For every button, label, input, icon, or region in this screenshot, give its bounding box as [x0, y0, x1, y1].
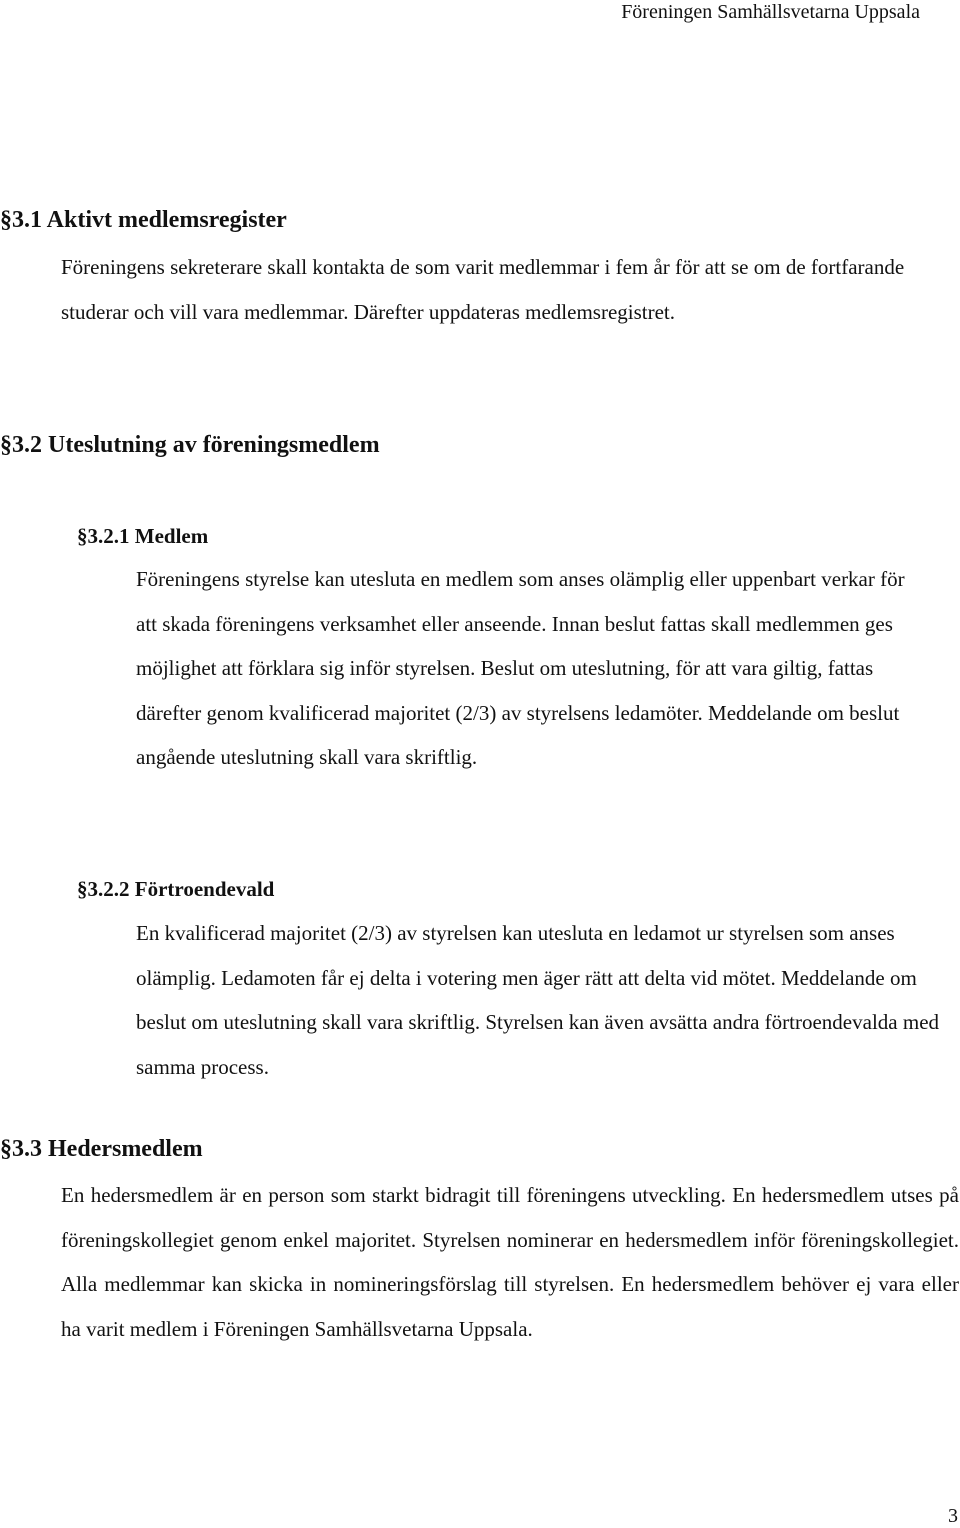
page-header: Föreningen Samhällsvetarna Uppsala — [621, 1, 920, 23]
section-heading-3-2-2: §3.2.2 Förtroendevald — [77, 877, 275, 901]
section-heading-3-2: §3.2 Uteslutning av föreningsmedlem — [0, 432, 380, 458]
section-heading-3-1: §3.1 Aktivt medlemsregister — [0, 207, 287, 233]
section-heading-3-2-1: §3.2.1 Medlem — [77, 524, 209, 548]
section-text-3-3: En hedersmedlem är en person som starkt bidragit till föreningens utveckling. En hedersmedlem utses på föreningskollegiet genom enkel majoritet. Styrelsen nominerar en hedersmedlem inför föreningskollegiet. Alla medlemmar kan skicka in nomineringsförslag till styrelsen. En hedersmedlem behöver ej vara eller ha varit medlem i Föreningen Samhällsvetarna Uppsala. — [61, 1183, 959, 1341]
section-heading-3-3: §3.3 Hedersmedlem — [0, 1136, 203, 1162]
section-text-3-2-1: Föreningens styrelse kan utesluta en medlem som anses olämplig eller uppenbart verkar för att skada föreningens verksamhet eller anseende. Innan beslut fattas skall medlemmen ges möjlighet att förklara sig inför styrelsen. Beslut om uteslutning, för att vara giltig, fattas därefter genom kvalificerad majoritet (2/3) av styrelsens ledamöter. Meddelande om beslut angående uteslutning skall vara skriftlig. — [136, 567, 905, 769]
section-text-3-2-2: En kvalificerad majoritet (2/3) av styrelsen kan utesluta en ledamot ur styrelsen som anses olämplig. Ledamoten får ej delta i votering men äger rätt att delta vid mötet. Meddelande om beslut om uteslutning skall vara skriftlig. Styrelsen kan även avsätta andra förtroendevalda med samma process. — [136, 921, 940, 1079]
page-number: 3 — [948, 1505, 958, 1527]
section-text-3-1: Föreningens sekreterare skall kontakta de som varit medlemmar i fem år för att se om de fortfarande studerar och vill vara medlemmar. Därefter uppdateras medlemsregistret. — [61, 255, 905, 324]
